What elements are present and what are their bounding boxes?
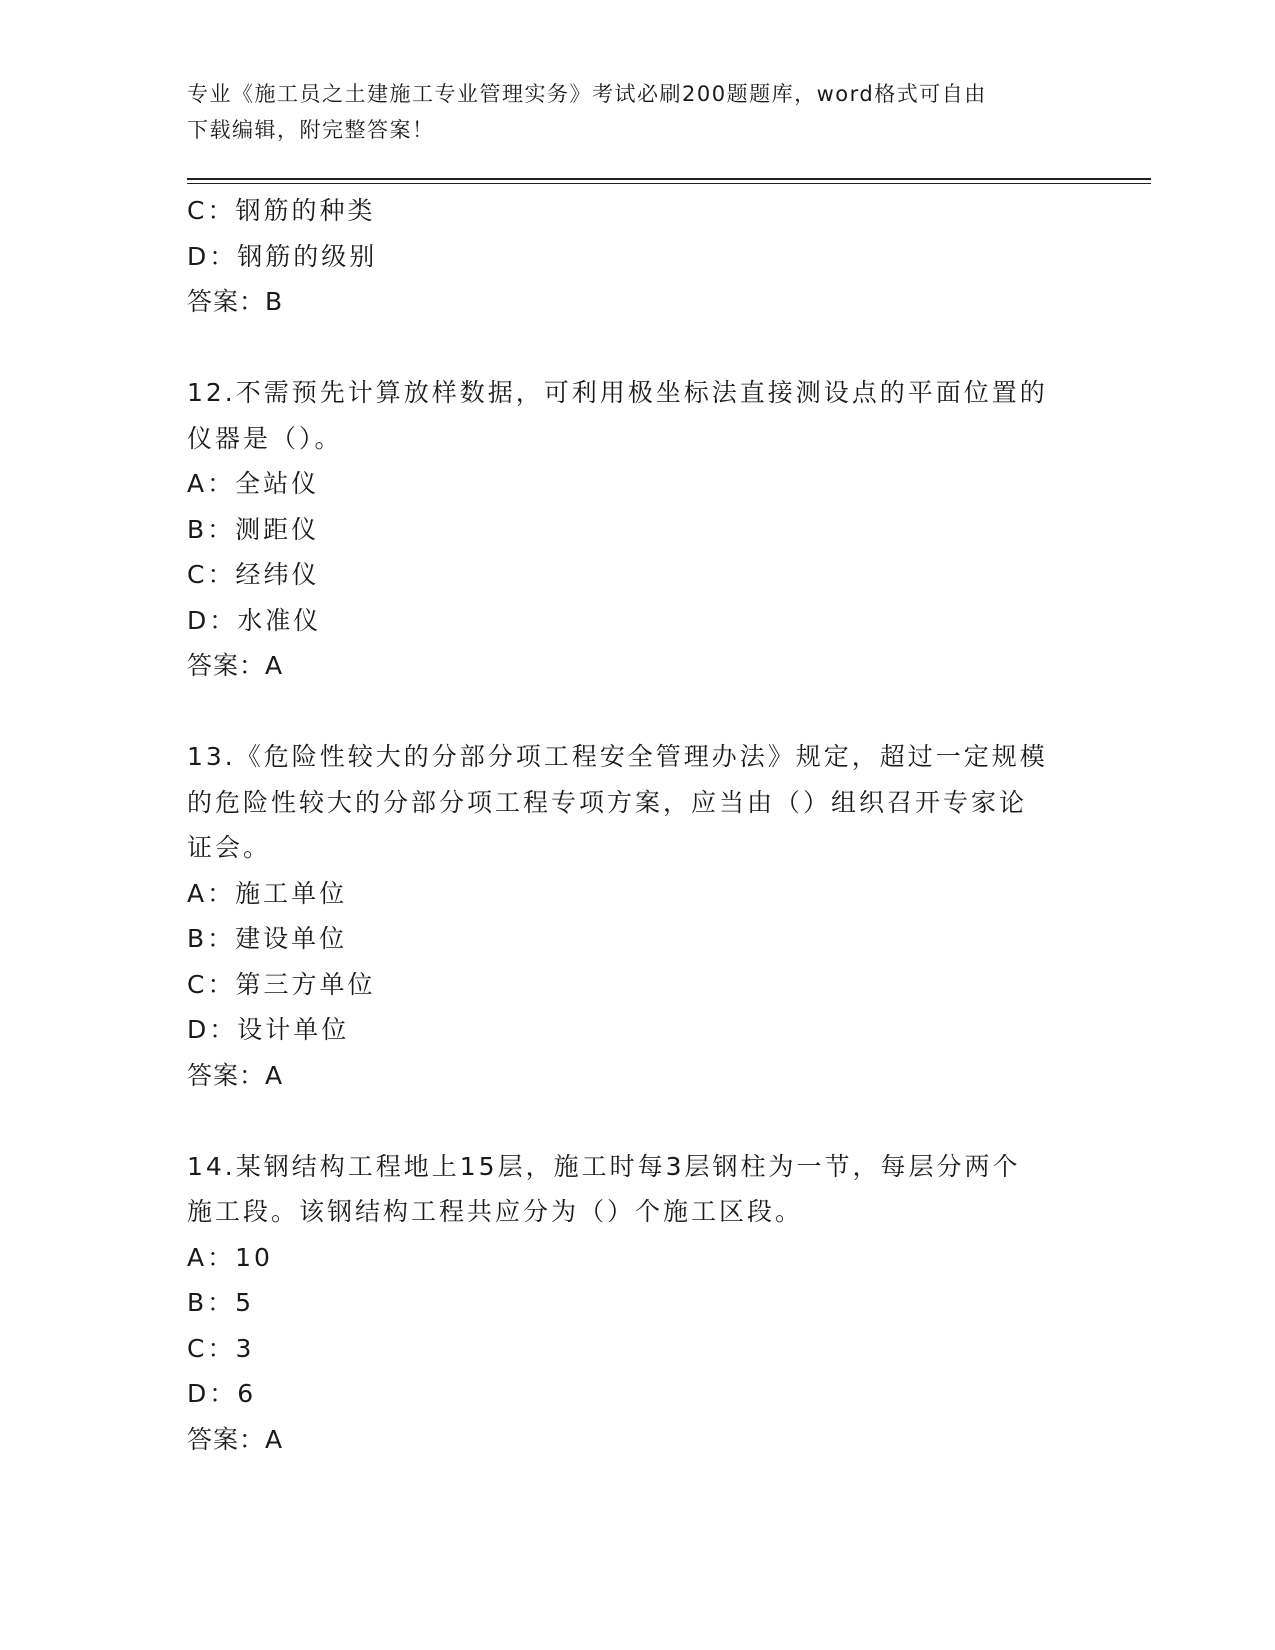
answer-line: 答案：A xyxy=(187,1424,284,1454)
question-stem: 仪器是（）。 xyxy=(187,423,343,453)
question-stem: 12.不需预先计算放样数据，可利用极坐标法直接测设点的平面位置的 xyxy=(187,378,1048,407)
option-a: A：全站仪 xyxy=(187,469,320,498)
option-b: B：建设单位 xyxy=(187,924,348,953)
answer-line: 答案：A xyxy=(187,1060,284,1090)
question-stem: 14.某钢结构工程地上15层，施工时每3层钢柱为一节，每层分两个 xyxy=(187,1151,1021,1181)
option-d: D：设计单位 xyxy=(187,1015,350,1044)
spacer xyxy=(187,689,1087,735)
option-c: C：钢筋的种类 xyxy=(187,196,376,225)
answer-line: 答案：A xyxy=(187,651,284,680)
question-stem: 13.《危险性较大的分部分项工程安全管理办法》规定，超过一定规模 xyxy=(187,742,1048,771)
header-divider xyxy=(187,178,1151,180)
question-stem: 施工段。该钢结构工程共应分为（）个施工区段。 xyxy=(187,1197,804,1226)
question-11-tail xyxy=(187,188,1087,325)
question-14 xyxy=(187,1144,1087,1463)
header-line: 下载编辑，附完整答案！ xyxy=(187,118,435,142)
spacer xyxy=(187,1098,1087,1144)
spacer xyxy=(187,325,1087,371)
option-d: D：水准仪 xyxy=(187,605,322,635)
option-c: C：经纬仪 xyxy=(187,560,320,589)
option-a: A：10 xyxy=(187,1242,273,1272)
option-d: D：钢筋的级别 xyxy=(187,241,378,271)
option-d: D：6 xyxy=(187,1379,257,1408)
option-a: A：施工单位 xyxy=(187,878,348,908)
header-line: 专业《施工员之土建施工专业管理实务》考试必刷200题题库，word格式可自由 xyxy=(187,82,987,106)
option-b: B：5 xyxy=(187,1288,255,1317)
option-b: B：测距仪 xyxy=(187,514,320,544)
question-list xyxy=(187,188,1087,1462)
question-13 xyxy=(187,734,1087,1098)
option-c: C：3 xyxy=(187,1333,255,1363)
header-divider-thin xyxy=(187,183,1151,184)
question-12 xyxy=(187,370,1087,689)
option-c: C：第三方单位 xyxy=(187,969,376,999)
question-stem: 证会。 xyxy=(187,833,272,862)
document-header xyxy=(187,76,1067,148)
answer-line: 答案：B xyxy=(187,287,284,316)
question-stem: 的危险性较大的分部分项工程专项方案，应当由（）组织召开专家论 xyxy=(187,787,1028,817)
